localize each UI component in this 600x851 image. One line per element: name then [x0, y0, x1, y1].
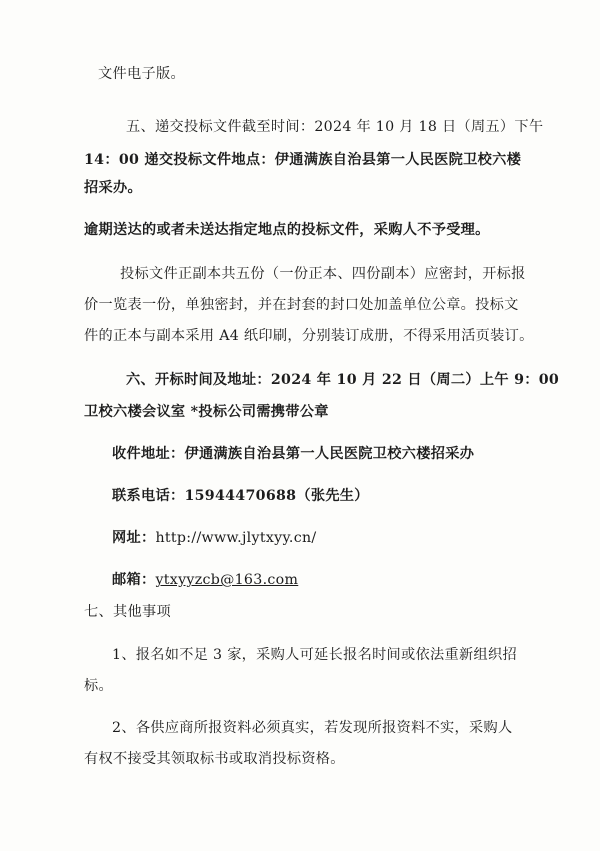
- text-line-7: 价一览表一份，单独密封，并在封套的封口处加盖单位公章。投标文: [84, 297, 519, 313]
- section-7-heading: 七、其他事项: [84, 604, 171, 620]
- website-row: [112, 528, 316, 548]
- section-5-heading: 五、递交投标文件截至时间：2024 年 10 月 18 日（周五）下午: [126, 119, 544, 135]
- section-6-heading: 六、开标时间及地址：2024 年 10 月 22 日（周二）上午 9：00: [126, 372, 560, 388]
- website-link[interactable]: http://www.jlytxyy.cn/: [155, 530, 317, 546]
- address-value: 伊通满族自治县第一人民医院卫校六楼招采办: [184, 446, 475, 462]
- text-line-10: 卫校六楼会议室 *投标公司需携带公章: [84, 404, 329, 420]
- email-label: 邮箱：: [112, 572, 156, 588]
- text-line-17: 标。: [84, 678, 113, 694]
- phone-value: 15944470688（张先生）: [184, 488, 369, 504]
- address-row: [112, 444, 474, 464]
- text-line-16: 1、报名如不足 3 家，采购人可延长报名时间或依法重新组织招: [112, 647, 517, 663]
- text-line-18: 2、各供应商所报资料必须真实，若发现所报资料不实，采购人: [112, 720, 513, 736]
- text-line-19: 有权不接受其领取标书或取消投标资格。: [84, 751, 345, 767]
- late-submission-notice: 逾期送达的或者未送达指定地点的投标文件，采购人不予受理。: [84, 222, 490, 238]
- website-label: 网址：: [112, 530, 156, 546]
- text-line-6: 投标文件正副本共五份（一份正本、四份副本）应密封，开标报: [120, 266, 526, 282]
- phone-row: [112, 486, 369, 506]
- email-row: [112, 570, 298, 590]
- phone-label: 联系电话：: [112, 488, 185, 504]
- text-line-3: 14：00 递交投标文件地点：伊通满族自治县第一人民医院卫校六楼: [84, 152, 522, 168]
- text-line-1: 文件电子版。: [98, 66, 185, 82]
- text-line-4: 招采办。: [84, 180, 142, 196]
- address-label: 收件地址：: [112, 446, 185, 462]
- email-link[interactable]: ytxyyzcb@163.com: [155, 572, 299, 588]
- text-line-8: 件的正本与副本采用 A4 纸印刷，分别装订成册，不得采用活页装订。: [84, 328, 534, 344]
